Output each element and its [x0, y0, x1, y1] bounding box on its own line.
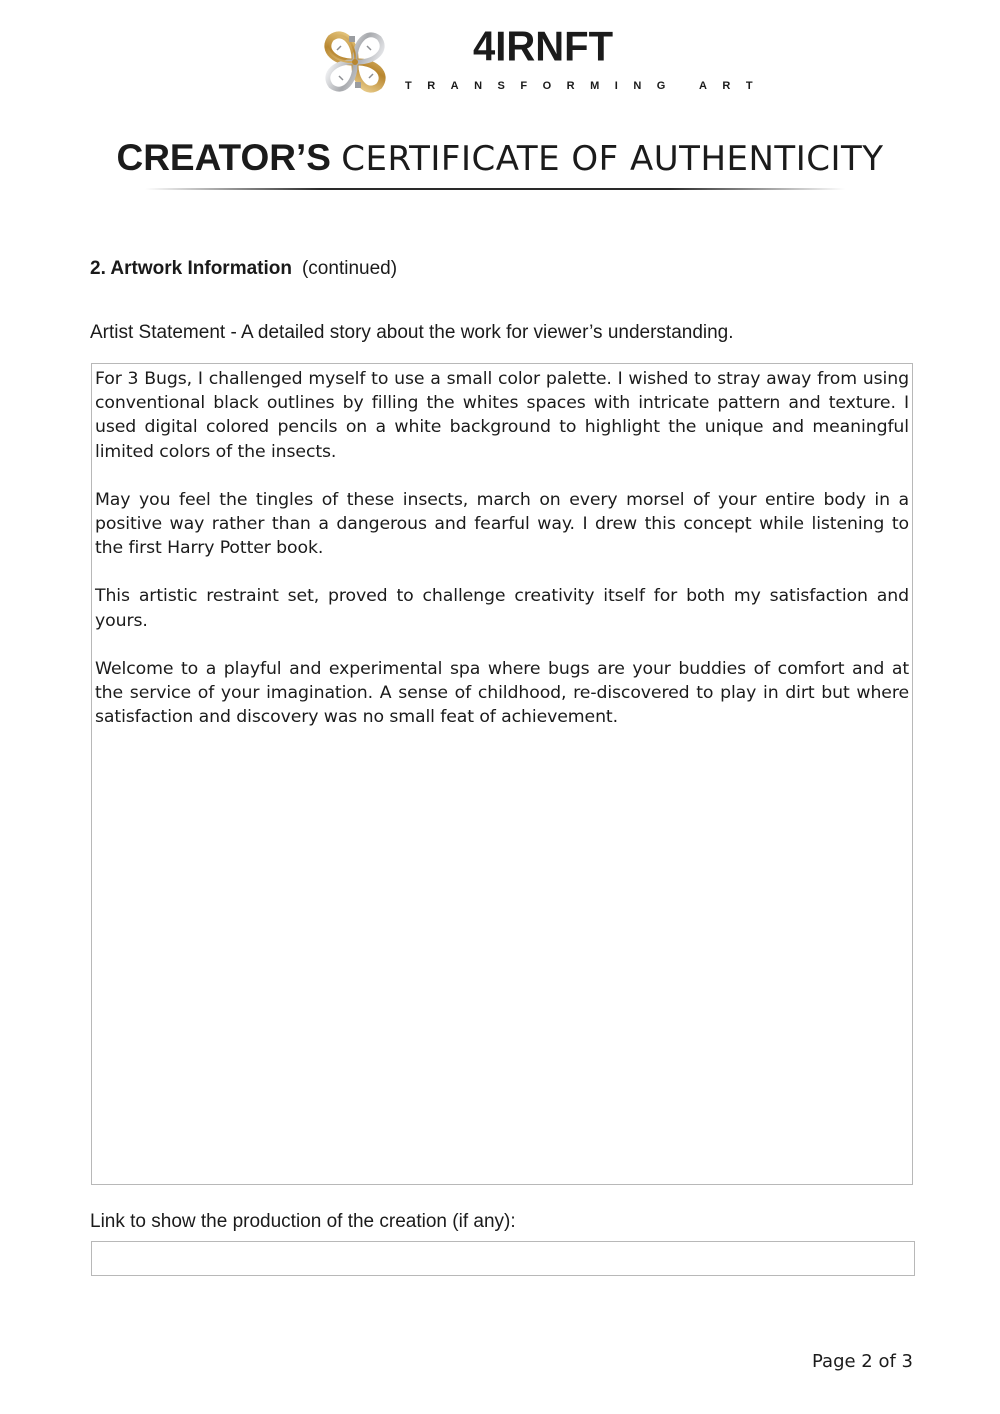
artist-statement-textarea[interactable] [91, 363, 913, 1185]
statement-paragraph: This artistic restraint set, proved to challenge creativity itself for both my satisfaction and yours. [95, 586, 909, 631]
section-heading-title: 2. Artwork Information [90, 258, 292, 279]
section-heading-note: (continued) [301, 258, 398, 279]
section-heading [90, 257, 397, 281]
infinity-knot-logo-icon [315, 22, 395, 102]
certificate-title-rest: CERTIFICATE OF AUTHENTICITY [341, 139, 884, 179]
page-number: Page 2 of 3 [812, 1351, 913, 1372]
brand-tagline: TRANSFORMING ART [405, 80, 769, 92]
title-divider [145, 188, 845, 190]
certificate-title-strong: CREATOR’S [116, 137, 331, 178]
production-link-input[interactable] [91, 1241, 915, 1276]
statement-paragraph: Welcome to a playful and experimental spa where bugs are your buddies of comfort and at the service of your imagination. A sense of childhood, re-discovered to play in dirt but where satisfaction and discovery was no small feat of achievement. [95, 658, 909, 728]
statement-paragraph: For 3 Bugs, I challenged myself to use a small color palette. I wished to stray away from using conventional black outlines by filling the whites spaces with intricate pattern and texture. I used digital colored pencils on a white background to highlight the unique and meaningful limited colors of the insects. [95, 369, 909, 462]
certificate-title [0, 136, 1000, 181]
statement-paragraph: May you feel the tingles of these insects, march on every morsel of your entire body in a positive way rather than a dangerous and fearful way. I drew this concept while listening to the first Harry Potter book. [95, 489, 909, 559]
brand-name: 4IRNFT [473, 23, 613, 71]
brand-logo [315, 22, 769, 102]
artist-statement-label: Artist Statement - A detailed story about the work for viewer’s understanding. [90, 322, 734, 343]
production-link-label: Link to show the production of the creation (if any): [90, 1211, 516, 1232]
